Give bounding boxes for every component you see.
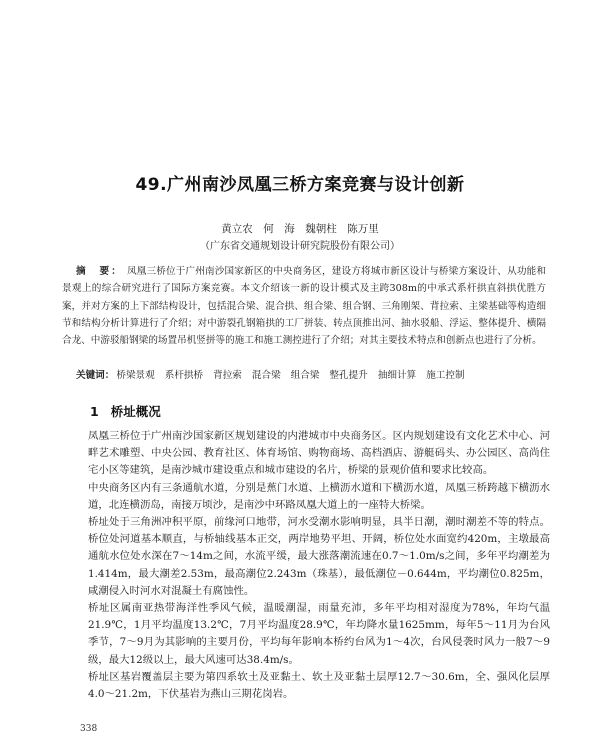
body-paragraph: 桥址区基岩覆盖层主要为第四系软土及亚黏土、软土及亚黏土层厚12.7～30.6m，全、强风化层厚4.0～21.2m，下伏基岩为燕山三期花岗岩。 [88, 670, 550, 701]
keyword: 背拉索 [213, 370, 242, 381]
keywords [62, 367, 546, 384]
keyword: 组合梁 [290, 370, 320, 381]
section-heading [90, 402, 161, 420]
page-number: 338 [80, 724, 98, 734]
keyword: 抽细计算 [377, 370, 417, 381]
section-body [88, 428, 550, 703]
paper-title: 49.广州南沙凤凰三桥方案竞赛与设计创新 [135, 175, 465, 195]
section-number: 1 [90, 404, 99, 419]
body-paragraph: 桥址处于三角洲冲积平原，前缘河口地带，河水受潮水影响明显，具半日潮，潮时潮差不等的特点。桥位处河道基本顺直，与桥轴线基本正交，两岸地势平坦、开阔，桥位处水面宽约420m，主墩最高通航水位处水深在7～14m之间，水流平缓，最大涨落潮流速在0.7～1.0m/s之间，多年平均潮差为1.414m，最大潮差2.53m，最高潮位2.243m（珠基），最低潮位－0.644m，平均潮位0.825m，咸潮侵入时河水对混凝土有腐蚀性。 [88, 516, 550, 597]
keyword: 施工控制 [426, 370, 465, 381]
section-title: 桥址概况 [110, 404, 161, 419]
author-list: 黄立农 何 海 魏朝柱 陈万里 [221, 223, 379, 235]
keyword: 混合梁 [251, 370, 281, 381]
author-affiliation: （广东省交通规划设计研究院股份有限公司） [200, 241, 400, 252]
keyword: 系杆拱桥 [164, 370, 204, 381]
keyword: 桥梁景观 [116, 370, 155, 381]
keyword: 整孔提升 [329, 370, 368, 381]
keywords-label: 关键词： [76, 370, 115, 381]
abstract-label: 摘 要： [76, 266, 123, 277]
body-paragraph: 桥址区属南亚热带海洋性季风气候，温暖潮湿，雨量充沛，多年平均相对湿度为78%，年均气温21.9℃，1月平均温度13.2℃，7月平均温度28.9℃，年均降水量1625mm，每年5～11月为台风季节，7～9月为其影响的主要月份，平均每年影响本桥约台风为1～4次，台风侵袭时风力一般7～9级，最大12级以上，最大风速可达38.4m/s。 [88, 602, 550, 666]
abstract [62, 263, 546, 349]
body-paragraph: 中央商务区内有三条通航水道，分别是蕉门水道、上横沥水道和下横沥水道，凤凰三桥跨越下横沥水道，北连横沥岛，南接万顷沙，是南沙中环路凤凰大道上的一座特大桥梁。 [88, 481, 550, 511]
body-paragraph: 凤凰三桥位于广州南沙国家新区规划建设的内港城市中央商务区。区内规划建设有文化艺术中心、河畔艺术雕塑、中央公园、教育社区、体育场馆、购物商场、高档酒店、游艇码头、办公园区、高尚住宅小区等建筑，是南沙城市建设重点和城市建设的名片，桥梁的景观价值和要求比较高。 [88, 430, 550, 477]
abstract-text: 凤凰三桥位于广州南沙国家新区的中央商务区，建设方将城市新区设计与桥梁方案设计、从功能和景观上的综合研究进行了国际方案竞赛。本文介绍该一新的设计模式及主跨308m的中承式系杆拱直斜拱优胜方案，并对方案的上下部结构设计，包括混合梁、混合拱、组合梁、组合钢、三角刚架、背拉索、主梁基础等构造细节和结构分析计算进行了介绍；对中游裂孔钢箱拱的工厂拼装、转点顶推出河、抽水驳船、浮运、整体提升、横隔合龙、中游驳船钢梁的场置吊机竖拼等的施工和施工测控进行了介绍；对其主要技术特点和创新点也进行了分析。 [62, 266, 547, 347]
